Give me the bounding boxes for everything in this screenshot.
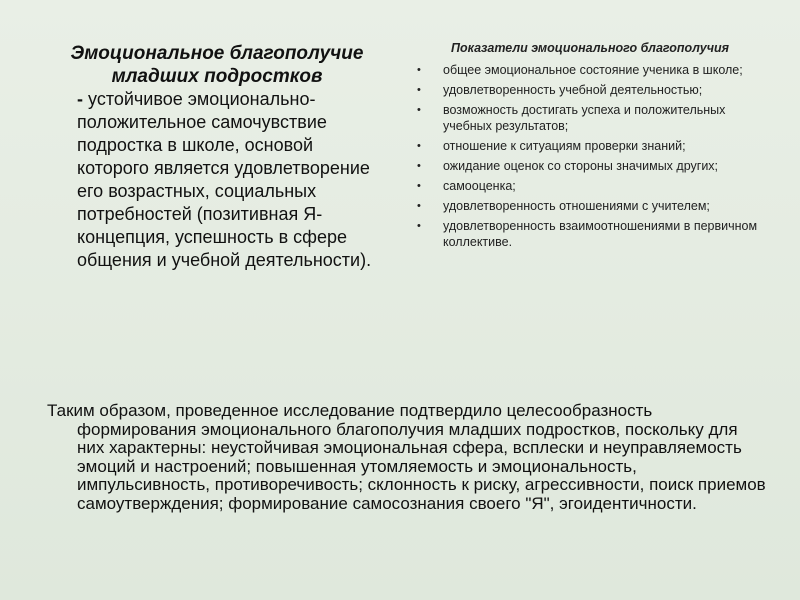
- bullet-icon: •: [417, 84, 421, 96]
- bullet-icon: •: [417, 140, 421, 152]
- definition-body: [47, 88, 387, 272]
- list-item-text: возможность достигать успеха и положительных учебных результатов;: [443, 103, 726, 133]
- list-item-text: удовлетворенность учебной деятельностью;: [443, 83, 703, 97]
- definition-term: Эмоциональное благополучие младших подростков: [70, 43, 364, 87]
- list-item: [405, 218, 775, 250]
- list-item: [405, 138, 775, 154]
- bullet-icon: •: [417, 104, 421, 116]
- list-item-text: ожидание оценок со стороны значимых других;: [443, 159, 719, 173]
- list-item: [405, 62, 775, 78]
- definition-block: [47, 42, 387, 272]
- bullet-icon: •: [417, 200, 421, 212]
- list-item: [405, 82, 775, 98]
- definition-text: устойчивое эмоционально-положительное самочувствие подростка в школе, основой которого является удовлетворение его возрастных, социальных потребностей (позитивная Я-концепция, успешность в сфере общения и учебной деятельности).: [77, 89, 372, 270]
- list-item-text: удовлетворенность взаимоотношениями в первичном коллективе.: [443, 219, 758, 249]
- definition-dash: -: [77, 89, 83, 109]
- list-item: [405, 178, 775, 194]
- indicators-list: [405, 62, 775, 250]
- bullet-icon: •: [417, 180, 421, 192]
- indicators-block: [405, 40, 775, 254]
- list-item-text: общее эмоциональное состояние ученика в школе;: [443, 63, 743, 77]
- conclusion-block: [47, 402, 767, 514]
- bullet-icon: •: [417, 160, 421, 172]
- list-item-text: самооценка;: [443, 179, 516, 193]
- list-item: [405, 198, 775, 214]
- bullet-icon: •: [417, 220, 421, 232]
- indicators-title: Показатели эмоционального благополучия: [450, 41, 730, 55]
- bullet-icon: •: [417, 64, 421, 76]
- conclusion-text: Таким образом, проведенное исследование подтвердило целесообразность формирования эмоционального благополучия младших подростков, поскольку для них характерны: неустойчивая эмоциональная сфера, всплески и неуправляемость эмоций и настроений; повышенная утомляемость и эмоциональность, импульсивность, противоречивость; склонность к риску, агрессивности, поиск приемов самоутверждения; формирование самосознания своего "Я", эгоидентичности.: [47, 401, 766, 513]
- list-item: [405, 158, 775, 174]
- list-item-text: отношение к ситуациям проверки знаний;: [443, 139, 686, 153]
- list-item: [405, 102, 775, 134]
- list-item-text: удовлетворенность отношениями с учителем;: [443, 199, 710, 213]
